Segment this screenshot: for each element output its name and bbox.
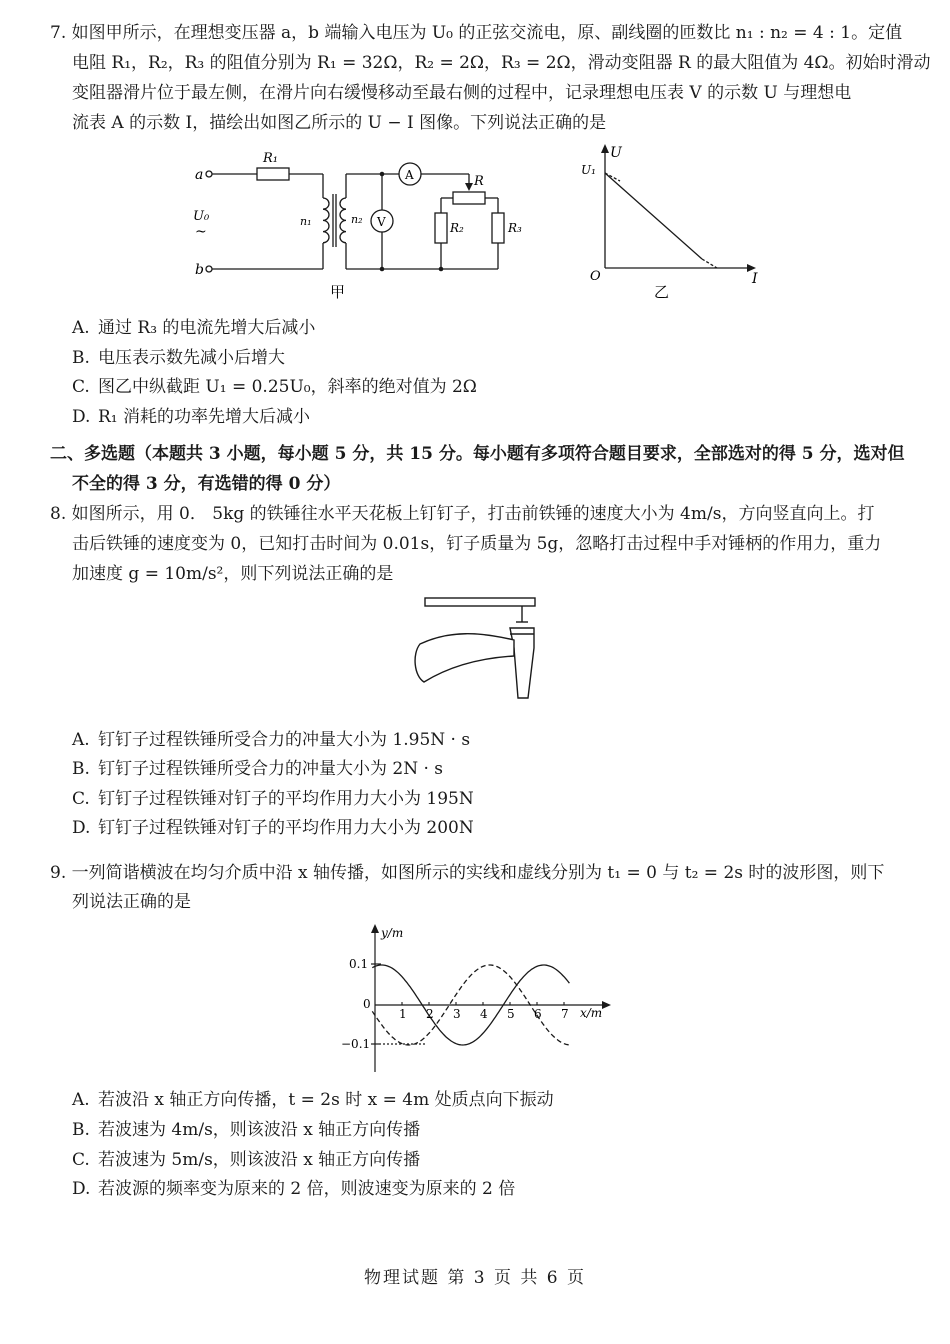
- q7-option-d[interactable]: D. R₁ 消耗的功率先增大后减小: [72, 407, 311, 427]
- q8-stem-line-1: 8. 如图所示，用 0． 5kg 的铁锤往水平天花板上钉钉子，打击前铁锤的速度大小为 4m/s，方向竖直向上。打: [50, 504, 875, 524]
- q7-option-a[interactable]: A. 通过 R₃ 的电流先增大后减小: [72, 318, 316, 338]
- q9-option-c[interactable]: C. 若波速为 5m/s，则该波沿 x 轴正方向传播: [72, 1150, 421, 1170]
- graph-u1-label: U₁: [581, 163, 596, 177]
- wave-x-tick: 6: [534, 1007, 542, 1021]
- wave-x-tick: 5: [507, 1007, 515, 1021]
- q9-option-b[interactable]: B. 若波速为 4m/s，则该波沿 x 轴正方向传播: [72, 1120, 421, 1140]
- graph-origin-label: O: [590, 269, 601, 284]
- wave-x-tick: 7: [561, 1007, 569, 1021]
- circuit-caption: 甲: [330, 283, 346, 300]
- wave-x-tick: 2: [426, 1007, 434, 1021]
- wave-y-tick-bottom: −0.1: [341, 1037, 371, 1051]
- graph-i-axis-label: I: [752, 271, 758, 287]
- q7-option-b[interactable]: B. 电压表示数先减小后增大: [72, 348, 285, 368]
- wave-y-axis-label: y/m: [381, 926, 404, 940]
- q8-hammer-figure: [410, 592, 550, 712]
- ac-tilde-label: ~: [195, 224, 207, 240]
- wave-x-tick: 4: [480, 1007, 488, 1021]
- q7-stem-line-4: 流表 A 的示数 I，描绘出如图乙所示的 U − I 图像。下列说法正确的是: [72, 113, 607, 133]
- q8-option-b[interactable]: B. 钉钉子过程铁锤所受合力的冲量大小为 2N · s: [72, 759, 444, 779]
- wave-x-tick: 3: [453, 1007, 461, 1021]
- q7-circuit-diagram: [185, 140, 545, 300]
- voltmeter-label: V: [377, 215, 386, 229]
- terminal-a-label: a: [195, 167, 204, 183]
- q9-option-a[interactable]: A. 若波沿 x 轴正方向传播，t = 2s 时 x = 4m 处质点向下振动: [72, 1090, 554, 1110]
- graph-caption: 乙: [654, 283, 670, 300]
- ammeter-label: A: [405, 168, 414, 182]
- r3-label: R₃: [508, 221, 522, 235]
- n2-label: n₂: [351, 213, 363, 226]
- terminal-b-label: b: [195, 262, 204, 278]
- q8-option-d[interactable]: D. 钉钉子过程铁锤对钉子的平均作用力大小为 200N: [72, 818, 474, 838]
- q8-stem-line-3: 加速度 g = 10m/s²，则下列说法正确的是: [72, 564, 394, 584]
- graph-u-axis-label: U: [610, 145, 622, 161]
- q7-stem-line-1: 7. 如图甲所示，在理想变压器 a，b 端输入电压为 U₀ 的正弦交流电，原、副线圈的匝数比 n₁ : n₂ = 4 : 1。定值: [50, 23, 903, 43]
- q8-option-a[interactable]: A. 钉钉子过程铁锤所受合力的冲量大小为 1.95N · s: [72, 730, 471, 750]
- r2-label: R₂: [450, 221, 464, 235]
- rheostat-label: R: [474, 174, 484, 189]
- q8-option-c[interactable]: C. 钉钉子过程铁锤对钉子的平均作用力大小为 195N: [72, 789, 474, 809]
- n1-label: n₁: [300, 215, 312, 228]
- q9-stem-line-2: 列说法正确的是: [72, 892, 191, 912]
- page-footer: 物理试题 第 3 页 共 6 页: [363, 1268, 587, 1288]
- section2-heading-line-2: 不全的得 3 分，有选错的得 0 分）: [72, 474, 341, 494]
- u0-label: U₀: [193, 209, 210, 224]
- section2-heading-line-1: 二、多选题（本题共 3 小题，每小题 5 分，共 15 分。每小题有多项符合题目要求，全部选对的得 5 分，选对但: [50, 444, 905, 464]
- q9-stem-line-1: 9. 一列简谐横波在均匀介质中沿 x 轴传播，如图所示的实线和虚线分别为 t₁ = 0 与 t₂ = 2s 时的波形图，则下: [50, 863, 885, 883]
- wave-x-axis-label: x/m: [580, 1006, 603, 1020]
- wave-y-tick-zero: 0: [363, 997, 371, 1011]
- q7-ui-graph: [570, 140, 770, 300]
- q9-wave-figure: [335, 922, 615, 1082]
- r1-label: R₁: [263, 151, 278, 166]
- wave-y-tick-top: 0.1: [349, 957, 369, 971]
- q7-stem-line-2: 电阻 R₁，R₂，R₃ 的阻值分别为 R₁ = 32Ω，R₂ = 2Ω，R₃ = 2Ω，滑动变阻器 R 的最大阻值为 4Ω。初始时滑动: [72, 53, 931, 73]
- wave-x-tick: 1: [399, 1007, 407, 1021]
- q9-option-d[interactable]: D. 若波源的频率变为原来的 2 倍，则波速变为原来的 2 倍: [72, 1179, 516, 1199]
- q7-option-c[interactable]: C. 图乙中纵截距 U₁ = 0.25U₀，斜率的绝对值为 2Ω: [72, 377, 477, 397]
- q7-stem-line-3: 变阻器滑片位于最左侧，在滑片向右缓慢移动至最右侧的过程中，记录理想电压表 V 的示数 U 与理想电: [72, 83, 852, 103]
- q8-stem-line-2: 击后铁锤的速度变为 0，已知打击时间为 0.01s，钉子质量为 5g，忽略打击过程中手对锤柄的作用力，重力: [72, 534, 882, 554]
